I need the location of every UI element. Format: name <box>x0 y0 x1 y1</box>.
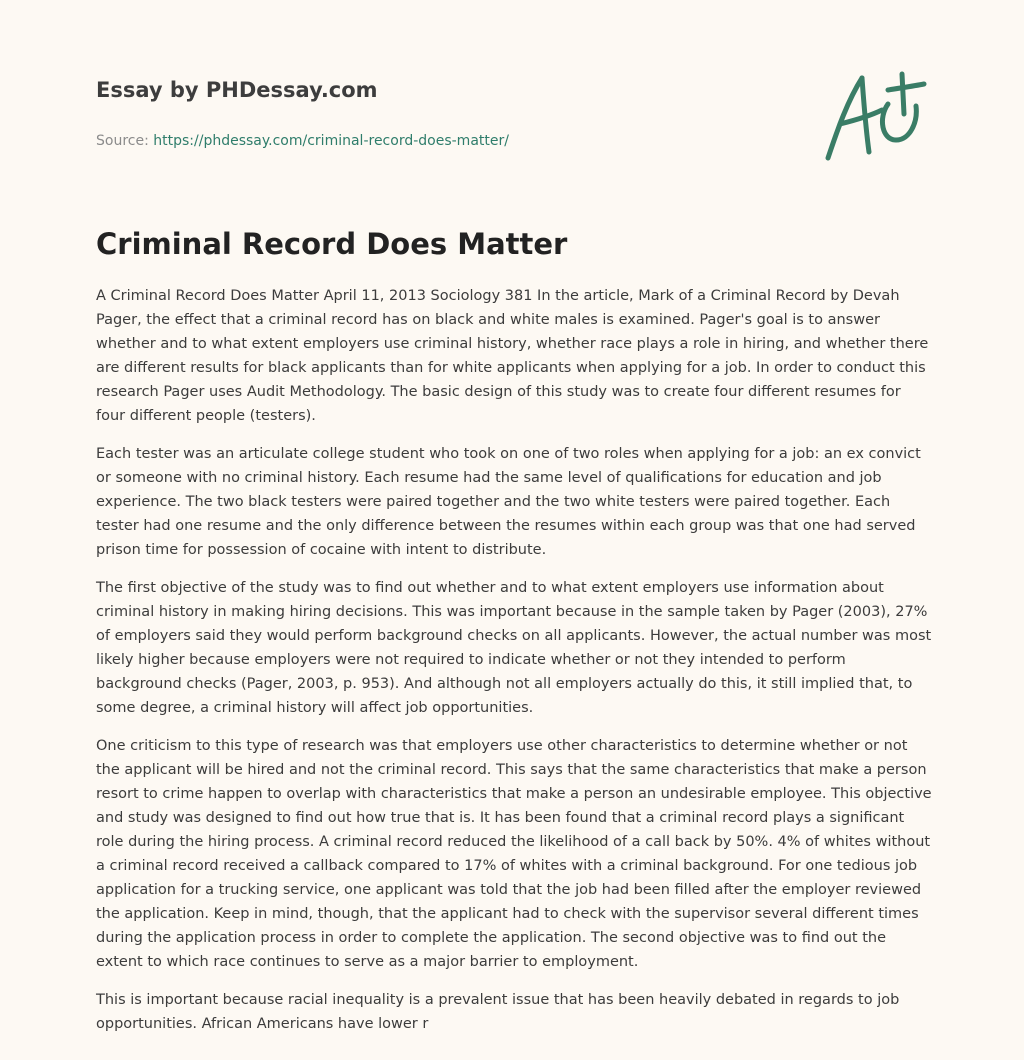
page-header <box>96 70 796 152</box>
a-plus-grade-icon <box>818 66 930 166</box>
article-paragraph: Each tester was an articulate college student who took on one of two roles when applying for a job: an ex convict or someone with no criminal history. Each resume had the same level of qualifications for education and job experience. The two black testers were paired together and the two white testers were paired together. Each tester had one resume and the only difference between the resumes within each group was that one had served prison time for possession of cocaine with intent to distribute. <box>96 446 921 558</box>
article-title: Criminal Record Does Matter <box>96 227 568 261</box>
article-paragraph: The first objective of the study was to find out whether and to what extent employers use information about criminal history in making hiring decisions. This was important because in the sample taken by Pager (2003), 27% of employers said they would perform background checks on all applicants. However, the actual number was most likely higher because employers were not required to indicate whether or not they intended to perform background checks (Pager, 2003, p. 953). And although not all employers actually do this, it still implied that, to some degree, a criminal history will affect job opportunities. <box>96 580 932 716</box>
source-label: Source: <box>96 133 154 149</box>
article-paragraph: This is important because racial inequality is a prevalent issue that has been heavily debated in regards to job opportunities. African Americans have lower r <box>96 992 900 1032</box>
article-paragraph: A Criminal Record Does Matter April 11, 2013 Sociology 381 In the article, Mark of a Criminal Record by Devah Pager, the effect that a criminal record has on black and white males is examined. Pager's goal is to answer whether and to what extent employers use criminal history, whether race plays a role in hiring, and whether there are different results for black applicants than for white applicants when applying for a job. In order to conduct this research Pager uses Audit Methodology. The basic design of this study was to create four different resumes for four different people (testers). <box>96 288 929 424</box>
site-brand: Essay by PHDessay.com <box>96 78 378 102</box>
source-line <box>96 130 796 152</box>
article-body <box>96 284 932 1050</box>
source-link[interactable]: https://phdessay.com/criminal-record-does-matter/ <box>153 133 509 149</box>
article-paragraph: One criticism to this type of research was that employers use other characteristics to determine whether or not the applicant will be hired and not the criminal record. This says that the same characteristics that make a person resort to crime happen to overlap with characteristics that make a person an undesirable employee. This objective and study was designed to find out how true that is. It has been found that a criminal record plays a significant role during the hiring process. A criminal record reduced the likelihood of a call back by 50%. 4% of whites without a criminal record received a callback compared to 17% of whites with a criminal background. For one tedious job application for a trucking service, one applicant was told that the job had been filled after the employer reviewed the application. Keep in mind, though, that the applicant had to check with the supervisor several different times during the application process in order to complete the application. The second objective was to find out the extent to which race continues to serve as a major barrier to employment. <box>96 738 932 970</box>
